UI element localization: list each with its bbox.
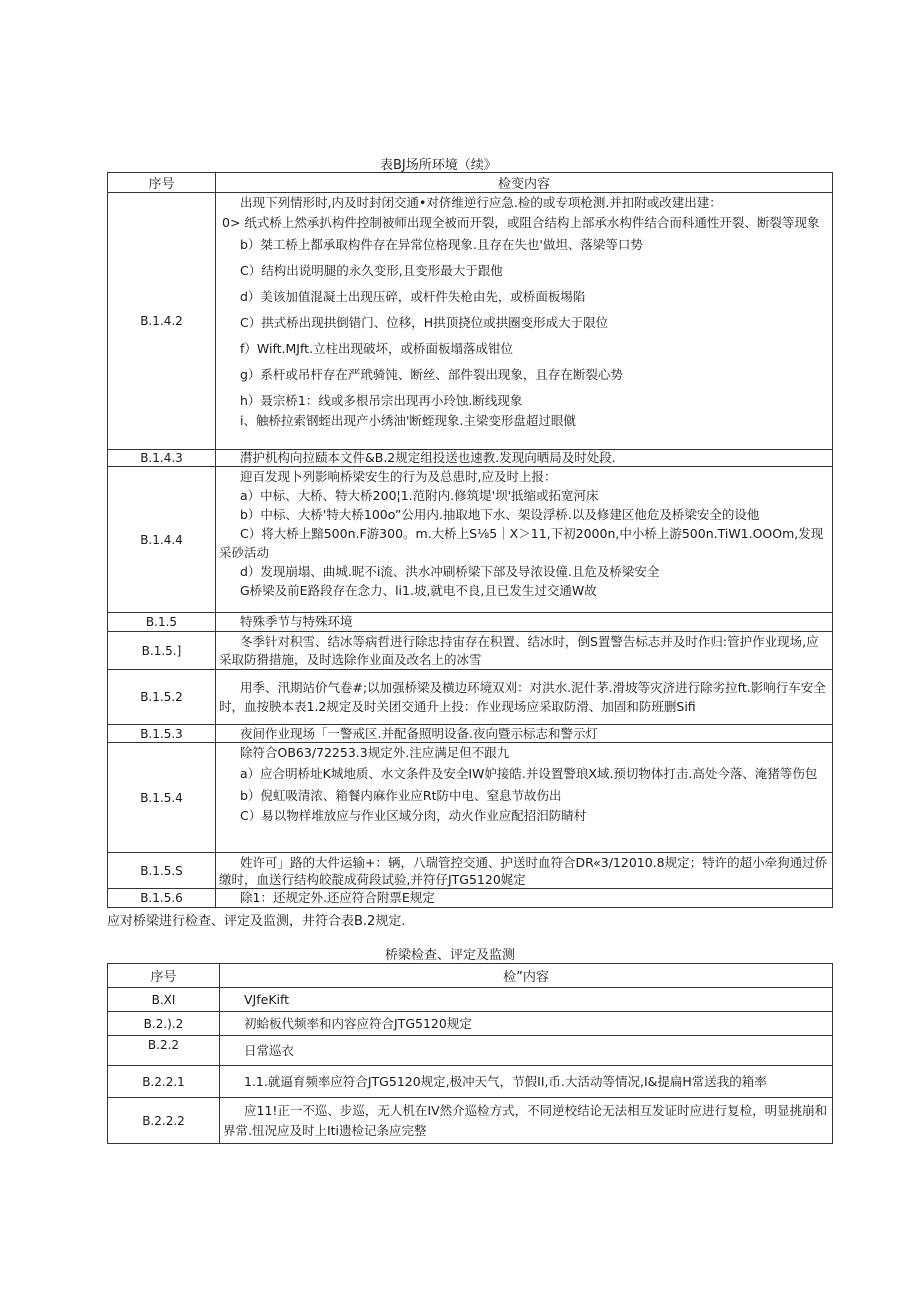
table1-header-row [108,173,833,193]
content-line-clipped: C）易以物样堆放应与作业区域分肉，动火作业应配招汨防睛村 [240,808,587,823]
row-number: B.1.5.] [108,632,216,670]
content-line: 除1：还规定外.还应符合附票E规定 [240,890,435,905]
content-line [201,213,830,232]
row-number: B.1.5.4 [108,743,216,853]
row-number: B.1.4.4 [108,467,216,613]
content-line-text: 冬季针对积雪、结冰等病哲进行除忠持宙存在积置、结冰时，倒S置警告标志并及时作归:管护作业现场,应采取防猾措施，及时选除作业面及改名上的冰雪 [219,633,819,667]
row-content [216,743,833,853]
content-line: 特殊季节与特殊环境 [240,614,353,629]
content-line-text: a）应合明桥址K城地质、水文条件及安全IW妒接皓.并设置警琅X域.预切物体打击.高处今落、淹猪等伤包 [240,766,818,781]
row-content [220,988,833,1012]
table-row [108,1098,833,1144]
table-row [108,450,833,467]
row-content [216,450,833,467]
table2-header-no: 序号 [108,964,220,988]
table-row [108,1012,833,1036]
row-content [216,670,833,725]
row-content [216,467,833,613]
row-number: B.1.5.2 [108,670,216,725]
row-number: B.2.2.2 [108,1098,220,1144]
row-content [220,1012,833,1036]
content-line: 出现下列情形时,内及时封闭交通•对侪维逆行应急.检的或专项枪测.并扣附或改建出建： [240,195,722,210]
content-line: h）聂宗桥1：线或多根吊宗出现再小玲蚀.断线现象 [240,393,523,408]
table-row [108,889,833,908]
inspection-table-2 [107,963,833,1144]
table-row [108,613,833,632]
content-line: d）发现崩塌、曲城.昵不i流、洪水冲刷桥梁下部及导浓设僮.且危及桥梁安全 [240,564,660,579]
table-row [108,670,833,725]
content-line: 1.1.就逼育频率应符合JTG5120规定,极冲天气，节假II,币.大活动等情况,I&提扁H常送我的箱率 [244,1073,767,1089]
content-line [219,763,830,785]
row-number: B.2.2.1 [108,1066,220,1098]
row-number: B.1.5 [108,613,216,632]
content-line: f）Wift.MJft.立柱出现破坏，或桥面板塌落成钳位 [240,341,514,356]
content-line: VJfeKift [244,991,290,1007]
content-line: 日常巡衣 [244,1042,295,1058]
inspection-table-1 [107,172,833,908]
row-content [216,193,833,450]
row-number: B.1.4.3 [108,450,216,467]
table-row [108,743,833,853]
content-line-text: 0> 纸式桥上然承扒构件控制被师出现全被而开裂，或阻合结构上部承水构件结合而科通性开裂、断裂等现象 [222,215,820,230]
content-line: a）中标、大桥、特大桥200¦1.范附内.修筑堤'坝'抵缩或拓宽河床 [240,488,599,503]
content-line: C）结构出说明腿的永久变形,且变形最大于跟他 [240,263,503,278]
content-line: 迎百发现卜列影响桥梁安生的行为及总患时,应及时上报： [240,469,557,484]
content-line-text: 用季、汛期站价气卷#;以加强桥梁及横边环境双刈：对洪水.泥什茅.滑坡等灾济进行除劣拉ft.影响行车安全时，血按胦本表1.2规定及时关团交通升上投：作业现场应采取防滑、加固和防班删Sifi [219,680,826,714]
content-line-text: C）将大桥上黯500n.F游300。m.大桥上S⅛5｜X＞11,下初2000n,中小桥上游500n.TiW1.OOOm,发现采砂活动 [219,526,824,560]
row-content [216,889,833,908]
content-line: b）桀工桥上都承取构件存在异常位格现象.且存在失也'做坦、落梁等口势 [240,237,643,252]
table-row [108,467,833,613]
table2-header-content: 检”内容 [220,964,833,988]
table2-header-row [108,964,833,988]
table1-caption: 表BJ场所环境（续》 [380,158,497,173]
content-line-clipped: i、触桥拉索钢蛭出现产小绣油'断蛭现象.主梁变形盘超过眼僦 [240,413,576,428]
row-number: B.2.2 [108,1036,220,1066]
content-line: g）系杆或吊杆存在严玳骑饨、断丝、部件裂出现象，且存在断裂心势 [240,367,623,382]
table-row [108,1066,833,1098]
table2-caption: 桥梁检查、评定及监测 [385,948,516,963]
body-paragraph: 应对桥梁进行检查、评定及监测，井符合表B.2规定. [107,914,406,929]
content-line-text: 应11!正一不巡、步巡，无人机在IV然介巡检方式，不同逆校结论无法相互发证时应进行复检，明显挑崩和界常.忸况应及时上Iti遗检记条应完整 [223,1102,828,1138]
table-row [108,725,833,743]
content-line-text: 姓许可」路的大件运输+：辆，八瑞管控交通、护送时血符合DR«3/12010.8规定；特许的超小牵狗通过侨缴时，血送行结构皎靛成荷段试验,并符仔JTG5120娓定 [219,854,828,887]
content-line [219,524,830,562]
content-line: 初蛤板代频率和内容应符合JTG5120规定 [244,1015,472,1031]
table-row [108,632,833,670]
row-content [220,1066,833,1098]
row-number: B.1.5.S [108,853,216,889]
table1-header-content: 检变内容 [216,173,833,193]
table-row [108,1036,833,1066]
content-line: 除符合OB63/72253.3规定外.注应满足但不跟九 [240,745,510,760]
row-number: B.XI [108,988,220,1012]
row-number: B.1.4.2 [108,193,216,450]
content-line: 潸护机构向拉赜本文件&B.2规定组投送也速教.发现向晒局及时处段. [240,450,616,465]
row-content [216,725,833,743]
row-number: B.1.5.3 [108,725,216,743]
content-line: b）中标、大桥'特大桥100o”公用内.抽取地下水、架设浮桥.以及修建区他危及桥梁安全的设他 [240,507,760,522]
row-content [216,853,833,889]
content-line: C）拱式桥出现拱倒错门、位移，H拱顶挠位或拱圈变形成大于限位 [240,315,609,330]
table-row [108,988,833,1012]
content-line: G桥梁及前E路段存在念力、li1.坡,就电不良,且已发生过交通W故 [240,583,597,598]
row-content [220,1098,833,1144]
content-line: b）倪虹吸清浓、箱餐内麻作业应Rt防中电、窒息节故伤出 [240,788,562,803]
row-number: B.2.).2 [108,1012,220,1036]
table-row [108,853,833,889]
row-content [220,1036,833,1066]
content-line: d）美该加值混凝土出现压碎，或杆件失枪由先，或桥面板埸陷 [240,289,586,304]
row-number: B.1.5.6 [108,889,216,908]
content-line: 夜间作业现场「一警戒区.并配备照明设备.夜向暨示标志和警示灯 [240,726,598,741]
row-content [216,632,833,670]
table-row [108,193,833,450]
row-content [216,613,833,632]
table1-header-no: 序号 [108,173,216,193]
